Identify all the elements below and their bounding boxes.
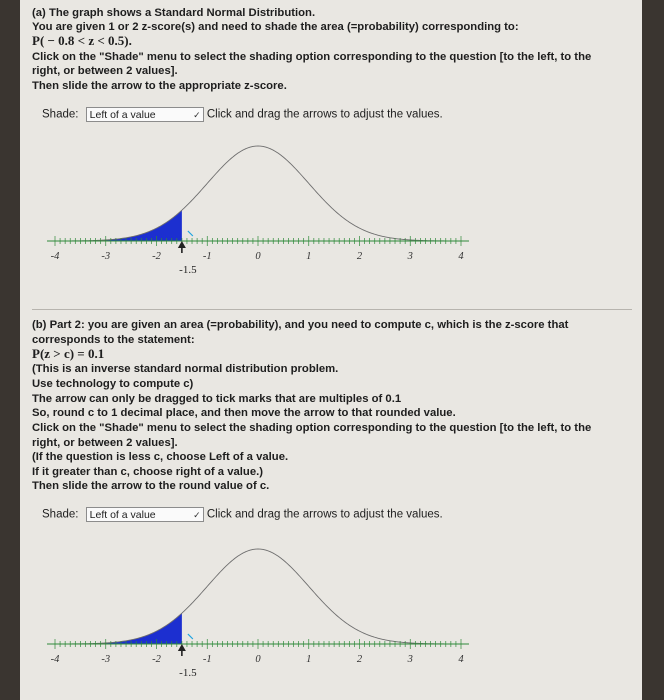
shade-select-value: Left of a value — [89, 509, 156, 521]
part-a-hint: Click and drag the arrows to adjust the values. — [206, 108, 443, 121]
shaded-area — [55, 613, 182, 644]
part-b-instruction: Use technology to compute c) — [32, 378, 194, 390]
part-b-shade-row — [42, 507, 443, 522]
shade-label: Shade: — [42, 508, 79, 521]
part-b-heading: (b) Part 2: you are given an area (=probability), and you need to compute c, which is the z-score that — [32, 319, 569, 331]
part-a-instruction: You are given 1 or 2 z-score(s) and need to shade the area (=probability) corresponding to: — [32, 21, 519, 33]
part-b-instruction: right, or between 2 values]. — [32, 437, 178, 449]
tick-label: -1 — [202, 654, 212, 665]
tick-label: 0 — [255, 654, 261, 665]
part-a-shade-select[interactable] — [86, 107, 204, 122]
part-b-instruction: So, round c to 1 decimal place, and then move the arrow to that rounded value. — [32, 407, 456, 419]
part-b-instruction: The arrow can only be dragged to tick marks that are multiples of 0.1 — [32, 393, 402, 405]
part-b-instruction: (This is an inverse standard normal distribution problem. — [32, 363, 339, 375]
tick-label: 1 — [306, 654, 312, 665]
tick-label: -4 — [50, 251, 60, 262]
part-a-instruction: right, or between 2 values]. — [32, 65, 178, 77]
tick-label: 2 — [356, 251, 363, 262]
tick-label: -3 — [101, 251, 111, 262]
tick-label: 4 — [458, 251, 464, 262]
part-b-instruction: Click on the "Shade" menu to select the shading option corresponding to the question [to the left, to the — [32, 422, 592, 434]
part-b-instruction: corresponds to the statement: — [32, 334, 195, 346]
cursor-hint-icon — [188, 634, 193, 639]
section-divider — [32, 309, 632, 310]
part-b-instruction: If it greater than c, choose right of a value.) — [32, 466, 264, 478]
part-a-normal-plot — [20, 125, 642, 290]
part-b-instruction: Then slide the arrow to the round value of c. — [32, 480, 270, 492]
shaded-area — [55, 210, 182, 241]
arrow-up-icon — [178, 241, 186, 248]
part-a-probability-expression: P( − 0.8 < z < 0.5). — [32, 33, 132, 48]
normal-curve — [55, 549, 461, 644]
arrow-up-icon — [178, 644, 186, 651]
part-a-instruction: Then slide the arrow to the appropriate z-score. — [32, 80, 287, 92]
tick-label: 3 — [407, 251, 413, 262]
chevron-down-icon: ✓ — [193, 510, 201, 520]
shade-label: Shade: — [42, 108, 79, 121]
tick-label: -2 — [152, 654, 161, 665]
part-a-instruction: Click on the "Shade" menu to select the shading option corresponding to the question [to the left, to the — [32, 51, 592, 63]
normal-curve — [55, 146, 461, 241]
worksheet — [20, 0, 642, 700]
tick-label: 1 — [306, 251, 312, 262]
part-b-shade-select[interactable] — [86, 507, 204, 522]
part-b-probability-expression: P(z > c) = 0.1 — [32, 346, 105, 361]
part-b-hint: Click and drag the arrows to adjust the values. — [206, 508, 443, 521]
part-a-heading: (a) The graph shows a Standard Normal Distribution. — [32, 7, 316, 19]
tick-label: 4 — [458, 654, 464, 665]
part-b-instruction: (If the question is less c, choose Left of a value. — [32, 451, 289, 463]
tick-label: -1 — [202, 251, 212, 262]
tick-label: -3 — [101, 654, 111, 665]
arrow-value-label: -1.5 — [179, 667, 197, 679]
chevron-down-icon: ✓ — [193, 110, 201, 120]
part-a-shade-row — [42, 107, 443, 122]
shade-select-value: Left of a value — [89, 109, 156, 121]
tick-label: 0 — [255, 251, 261, 262]
cursor-hint-icon — [188, 231, 193, 236]
tick-label: -4 — [50, 654, 60, 665]
tick-label: -2 — [152, 251, 161, 262]
tick-label: 2 — [356, 654, 363, 665]
tick-label: 3 — [407, 654, 413, 665]
arrow-value-label: -1.5 — [179, 264, 197, 276]
part-b-normal-plot — [20, 528, 642, 693]
